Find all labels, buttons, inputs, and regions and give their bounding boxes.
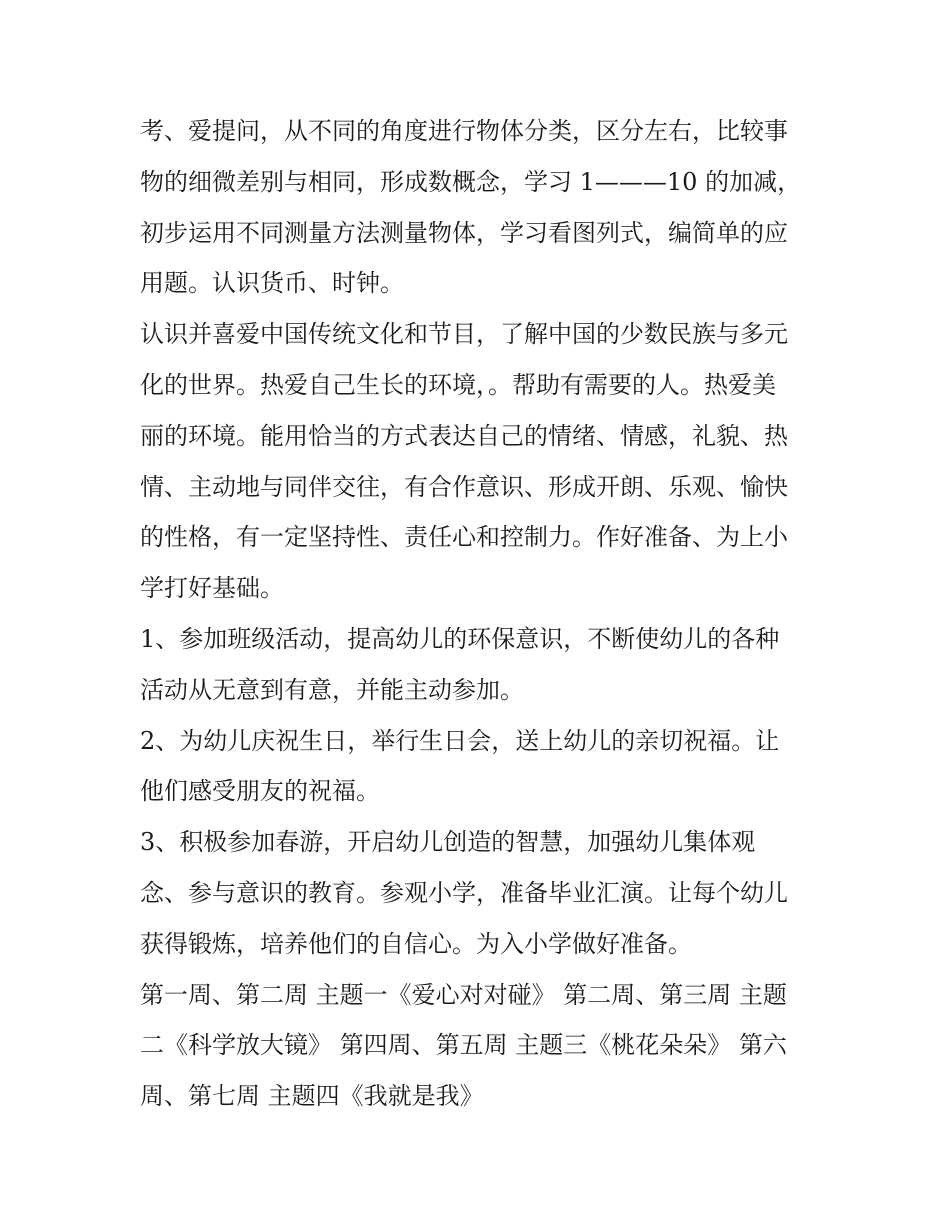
text-line: 的性格，有一定坚持性、责任心和控制力。作好准备、为上小 — [140, 523, 788, 552]
list-item-2 — [140, 716, 812, 818]
paragraph-math-skills — [140, 106, 812, 309]
text-line: 情、主动地与同伴交往，有合作意识、形成开朗、乐观、愉快 — [140, 472, 788, 501]
text-line: 念、参与意识的教育。参观小学，准备毕业汇演。让每个幼儿 — [140, 878, 788, 907]
list-item-1 — [140, 614, 812, 716]
text-line: 他们感受朋友的祝福。 — [140, 777, 380, 806]
text-line: 3、积极参加春游，开启幼儿创造的智慧，加强幼儿集体观 — [140, 828, 756, 857]
list-item-3 — [140, 817, 812, 969]
paragraph-weekly-themes — [140, 970, 812, 1122]
text-line: 认识并喜爱中国传统文化和节目，了解中国的少数民族与多元 — [140, 320, 788, 349]
text-line: 物的细微差别与相同，形成数概念，学习 1———10 的加减， — [140, 167, 802, 196]
text-line: 化的世界。热爱自己生长的环境，。帮助有需要的人。热爱美 — [140, 370, 776, 399]
text-line: 用题。认识货币、时钟。 — [140, 269, 404, 298]
text-line: 获得锻炼，培养他们的自信心。为入小学做好准备。 — [140, 929, 692, 958]
text-line: 初步运用不同测量方法测量物体，学习看图列式，编简单的应 — [140, 218, 788, 247]
document-body — [140, 106, 812, 1122]
text-line: 2、为幼儿庆祝生日，举行生日会，送上幼儿的亲切祝福。让 — [140, 726, 780, 755]
text-line: 活动从无意到有意，并能主动参加。 — [140, 675, 524, 704]
text-line: 周、第七周 主题四《我就是我》 — [140, 1082, 484, 1111]
text-line: 丽的环境。能用恰当的方式表达自己的情绪、情感，礼貌、热 — [140, 421, 788, 450]
paragraph-culture-social — [140, 309, 812, 614]
text-line: 二《科学放大镜》 第四周、第五周 主题三《桃花朵朵》 第六 — [140, 1031, 787, 1060]
text-line: 1、参加班级活动，提高幼儿的环保意识，不断使幼儿的各种 — [140, 624, 780, 653]
text-line: 考、爱提问，从不同的角度进行物体分类，区分左右，比较事 — [140, 117, 788, 145]
text-line: 第一周、第二周 主题一《爱心对对碰》 第二周、第三周 主题 — [140, 980, 787, 1009]
text-line: 学打好基础。 — [140, 574, 284, 603]
